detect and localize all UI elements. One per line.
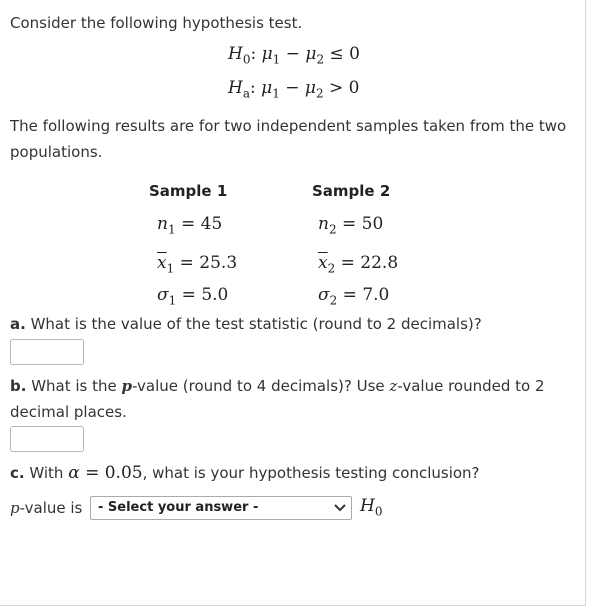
conclusion-select[interactable] (90, 496, 352, 520)
n2-value: $n_2 = 50$ (318, 214, 384, 237)
results-text-line1: The following results are for two independent samples taken from the two (10, 117, 567, 135)
question-b-text-line2: decimal places. (10, 403, 127, 421)
conclusion-select-value: - Select your answer - (98, 500, 259, 515)
chevron-down-icon (334, 503, 346, 513)
test-statistic-input[interactable] (10, 339, 84, 365)
question-a-text: a. What is the value of the test statistic (round to 2 decimals)? (10, 315, 482, 333)
intro-text: Consider the following hypothesis test. (10, 14, 303, 32)
x1-mean: $\overline{x}_1 = 25.3$ (157, 253, 238, 276)
conclusion-prefix: p-value is (10, 499, 83, 517)
results-text-line2: populations. (10, 143, 103, 161)
sample2-header: Sample 2 (312, 182, 391, 200)
h0-symbol: $H_0$ (360, 496, 383, 519)
p-value-input[interactable] (10, 426, 84, 452)
question-c-text: c. With α = 0.05, what is your hypothesis testing conclusion? (10, 463, 480, 483)
alternative-hypothesis: $H_a$: $\mu_1 - \mu_2 > 0$ (228, 78, 360, 101)
sigma1-value: $\sigma_1 = 5.0$ (157, 285, 229, 308)
n1-value: $n_1 = 45$ (157, 214, 223, 237)
sigma2-value: $\sigma_2 = 7.0$ (318, 285, 390, 308)
x2-mean: $\overline{x}_2 = 22.8$ (318, 253, 399, 276)
question-b-text: b. What is the p-value (round to 4 decimals)? Use z-value rounded to 2 (10, 377, 545, 395)
null-hypothesis: $H_0$: $\mu_1 - \mu_2 \le 0$ (228, 44, 360, 67)
sample1-header: Sample 1 (149, 182, 228, 200)
